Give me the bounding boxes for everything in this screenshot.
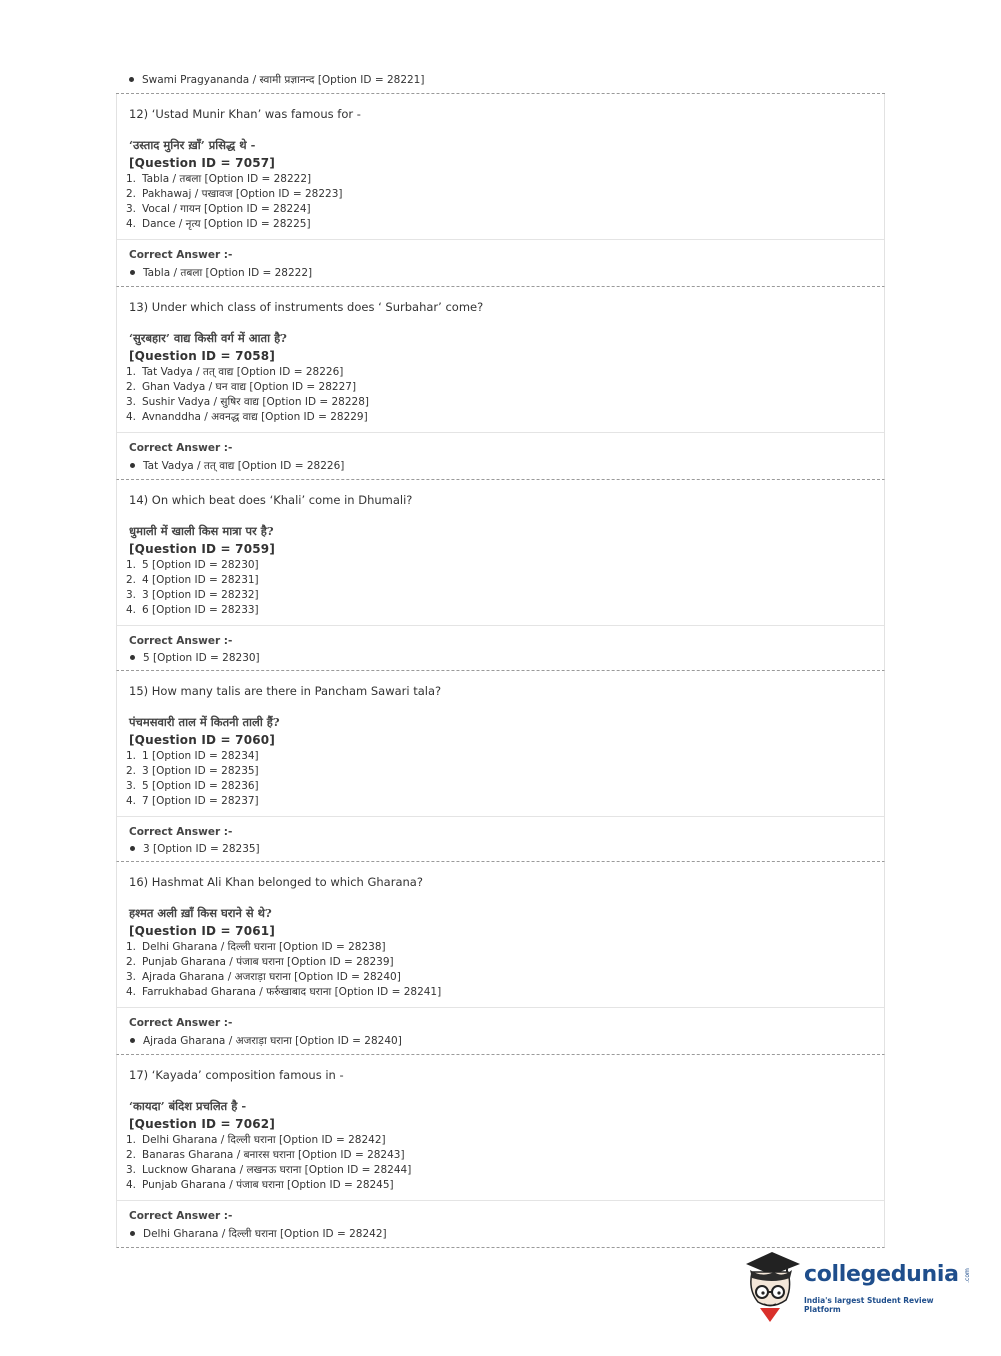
option-text: Ghan Vadya / घन वाद्य [Option ID = 28227]: [142, 381, 357, 393]
correct-answer: [129, 1227, 872, 1241]
question-block: [116, 862, 885, 1055]
correct-answer-section: [117, 432, 884, 479]
option-item: [126, 1163, 872, 1178]
option-number: 2.: [126, 1149, 137, 1161]
option-text: 3 [Option ID = 28232]: [142, 589, 259, 601]
option-list: [126, 1133, 872, 1193]
correct-answer-text: Tat Vadya / तत् वाद्य [Option ID = 28226]: [143, 460, 345, 472]
question-title: 13) Under which class of instruments does ‘ Surbahar’ come?: [129, 300, 484, 314]
option-text: Punjab Gharana / पंजाब घराना [Option ID = 28245]: [142, 1179, 394, 1191]
correct-answer-text: Ajrada Gharana / अजराड़ा घराना [Option ID = 28240]: [143, 1035, 402, 1047]
bullet-icon: [130, 270, 135, 275]
option-item: [126, 202, 872, 217]
option-list: [126, 558, 872, 618]
option-number: 4.: [126, 1179, 137, 1191]
question-hindi: धुमाली में खाली किस मात्रा पर है?: [129, 524, 274, 538]
correct-answer-text: Tabla / तबला [Option ID = 28222]: [143, 267, 313, 279]
question-title: 17) ‘Kayada’ composition famous in -: [129, 1068, 344, 1082]
option-text: 7 [Option ID = 28237]: [142, 795, 259, 807]
option-number: 4.: [126, 986, 137, 998]
option-item: [126, 794, 872, 809]
correct-answer-section: [117, 239, 884, 286]
option-number: 2.: [126, 574, 137, 586]
correct-answer-section: [117, 625, 884, 670]
correct-answer-label: Correct Answer :-: [129, 442, 233, 454]
option-text: 1 [Option ID = 28234]: [142, 750, 259, 762]
question-id: [Question ID = 7058]: [129, 349, 276, 363]
correct-answer-section: [117, 816, 884, 861]
bullet-icon: [130, 846, 135, 851]
option-number: 2.: [126, 188, 137, 200]
correct-answer: [129, 1034, 872, 1048]
option-number: 4.: [126, 218, 137, 230]
option-text: Farrukhabad Gharana / फर्रुखाबाद घराना [Option ID = 28241]: [142, 986, 442, 998]
question-body: [117, 1055, 884, 1200]
correct-answer: [129, 652, 872, 664]
question-body: [117, 862, 884, 1007]
option-item: [126, 779, 872, 794]
option-list: [126, 365, 872, 425]
option-text: Banaras Gharana / बनारस घराना [Option ID = 28243]: [142, 1149, 405, 1161]
option-number: 1.: [126, 1134, 137, 1146]
option-item: [126, 940, 872, 955]
option-list: [126, 940, 872, 1000]
option-item: [126, 558, 872, 573]
option-text: Dance / नृत्य [Option ID = 28225]: [142, 218, 311, 230]
bullet-icon: [130, 1231, 135, 1236]
option-number: 1.: [126, 750, 137, 762]
logo-dotcom: .com: [963, 1268, 971, 1283]
question-id: [Question ID = 7062]: [129, 1117, 276, 1131]
option-item: [126, 573, 872, 588]
option-number: 1.: [126, 173, 137, 185]
correct-answer-text: 5 [Option ID = 28230]: [143, 652, 260, 664]
option-text: Avnanddha / अवनद्ध वाद्य [Option ID = 28229]: [142, 411, 368, 423]
logo-tagline: India's largest Student Review Platform: [804, 1296, 934, 1314]
option-text: Vocal / गायन [Option ID = 28224]: [142, 203, 311, 215]
question-id: [Question ID = 7057]: [129, 156, 276, 170]
option-text: Punjab Gharana / पंजाब घराना [Option ID = 28239]: [142, 956, 394, 968]
question-hindi: ‘उस्ताद मुनिर ख़ाँ’ प्रसिद्ध थे -: [129, 138, 256, 152]
mascot-icon: [742, 1248, 806, 1322]
option-number: 1.: [126, 559, 137, 571]
option-text: 4 [Option ID = 28231]: [142, 574, 259, 586]
option-number: 1.: [126, 941, 137, 953]
question-block: [116, 671, 885, 862]
option-item: [126, 764, 872, 779]
option-text: Ajrada Gharana / अजराड़ा घराना [Option ID = 28240]: [142, 971, 401, 983]
collegedunia-logo: [742, 1248, 972, 1322]
option-item: [126, 172, 872, 187]
question-block: [116, 287, 885, 480]
exam-sheet: [116, 68, 885, 1248]
option-text: 3 [Option ID = 28235]: [142, 765, 259, 777]
option-text: Tat Vadya / तत् वाद्य [Option ID = 28226]: [142, 366, 344, 378]
question-body: [117, 94, 884, 239]
correct-answer-label: Correct Answer :-: [129, 1210, 233, 1222]
option-text: Delhi Gharana / दिल्ली घराना [Option ID = 28242]: [142, 1134, 386, 1146]
option-item: [126, 1178, 872, 1193]
question-id: [Question ID = 7059]: [129, 542, 276, 556]
correct-answer: [129, 843, 872, 855]
correct-answer-text: 3 [Option ID = 28235]: [143, 843, 260, 855]
option-item: [126, 217, 872, 232]
correct-answer-label: Correct Answer :-: [129, 635, 233, 647]
correct-answer-section: [117, 1200, 884, 1247]
question-hindi: ‘कायदा’ बंदिश प्रचलित है -: [129, 1099, 247, 1113]
option-number: 3.: [126, 971, 137, 983]
correct-answer-section: [117, 1007, 884, 1054]
option-text: 5 [Option ID = 28236]: [142, 780, 259, 792]
option-text: Delhi Gharana / दिल्ली घराना [Option ID = 28238]: [142, 941, 386, 953]
option-number: 4.: [126, 411, 137, 423]
option-item: [126, 970, 872, 985]
option-text: Sushir Vadya / सुषिर वाद्य [Option ID = 28228]: [142, 396, 370, 408]
option-number: 3.: [126, 589, 137, 601]
correct-answer-label: Correct Answer :-: [129, 826, 233, 838]
option-text: 6 [Option ID = 28233]: [142, 604, 259, 616]
continuation-text: Swami Pragyananda / स्वामी प्रज्ञानन्द [Option ID = 28221]: [142, 74, 425, 86]
bullet-icon: [129, 77, 134, 82]
option-item: [126, 749, 872, 764]
option-number: 4.: [126, 795, 137, 807]
question-id: [Question ID = 7061]: [129, 924, 276, 938]
question-id: [Question ID = 7060]: [129, 733, 276, 747]
option-text: 5 [Option ID = 28230]: [142, 559, 259, 571]
option-number: 2.: [126, 956, 137, 968]
option-list: [126, 172, 872, 232]
correct-answer: [129, 266, 872, 280]
bullet-icon: [130, 655, 135, 660]
option-list: [126, 749, 872, 809]
question-block: [116, 480, 885, 671]
option-text: Tabla / तबला [Option ID = 28222]: [142, 173, 312, 185]
option-item: [126, 380, 872, 395]
option-item: [126, 1148, 872, 1163]
option-number: 4.: [126, 604, 137, 616]
question-hindi: हश्मत अली ख़ाँ किस घराने से थे?: [129, 906, 272, 920]
option-item: [126, 955, 872, 970]
option-number: 3.: [126, 203, 137, 215]
question-hindi: ‘सुरबहार’ वाद्य किसी वर्ग में आता है?: [129, 331, 287, 345]
question-hindi: पंचमसवारी ताल में कितनी ताली हैं?: [129, 715, 280, 729]
previous-answer-continuation: [116, 68, 885, 94]
option-item: [126, 1133, 872, 1148]
option-number: 3.: [126, 396, 137, 408]
question-block: [116, 94, 885, 287]
question-title: 15) How many talis are there in Pancham Sawari tala?: [129, 684, 442, 698]
option-item: [126, 187, 872, 202]
question-title: 12) ‘Ustad Munir Khan’ was famous for -: [129, 107, 361, 121]
option-item: [126, 985, 872, 1000]
question-body: [117, 287, 884, 432]
logo-wordmark: collegedunia: [804, 1262, 959, 1287]
option-text: Lucknow Gharana / लखनऊ घराना [Option ID = 28244]: [142, 1164, 412, 1176]
option-number: 3.: [126, 780, 137, 792]
question-title: 14) On which beat does ‘Khali’ come in Dhumali?: [129, 493, 413, 507]
option-number: 1.: [126, 366, 137, 378]
option-number: 2.: [126, 765, 137, 777]
correct-answer-label: Correct Answer :-: [129, 1017, 233, 1029]
option-text: Pakhawaj / पखावज [Option ID = 28223]: [142, 188, 343, 200]
correct-answer: [129, 459, 872, 473]
option-number: 3.: [126, 1164, 137, 1176]
correct-answer-label: Correct Answer :-: [129, 249, 233, 261]
bullet-icon: [130, 463, 135, 468]
option-item: [126, 588, 872, 603]
correct-answer-text: Delhi Gharana / दिल्ली घराना [Option ID = 28242]: [143, 1228, 387, 1240]
question-body: [117, 480, 884, 625]
question-body: [117, 671, 884, 816]
option-item: [126, 365, 872, 380]
question-title: 16) Hashmat Ali Khan belonged to which Gharana?: [129, 875, 423, 889]
question-list: [116, 94, 885, 1248]
option-item: [126, 395, 872, 410]
question-block: [116, 1055, 885, 1248]
option-item: [126, 603, 872, 618]
option-number: 2.: [126, 381, 137, 393]
bullet-icon: [130, 1038, 135, 1043]
option-item: [126, 410, 872, 425]
